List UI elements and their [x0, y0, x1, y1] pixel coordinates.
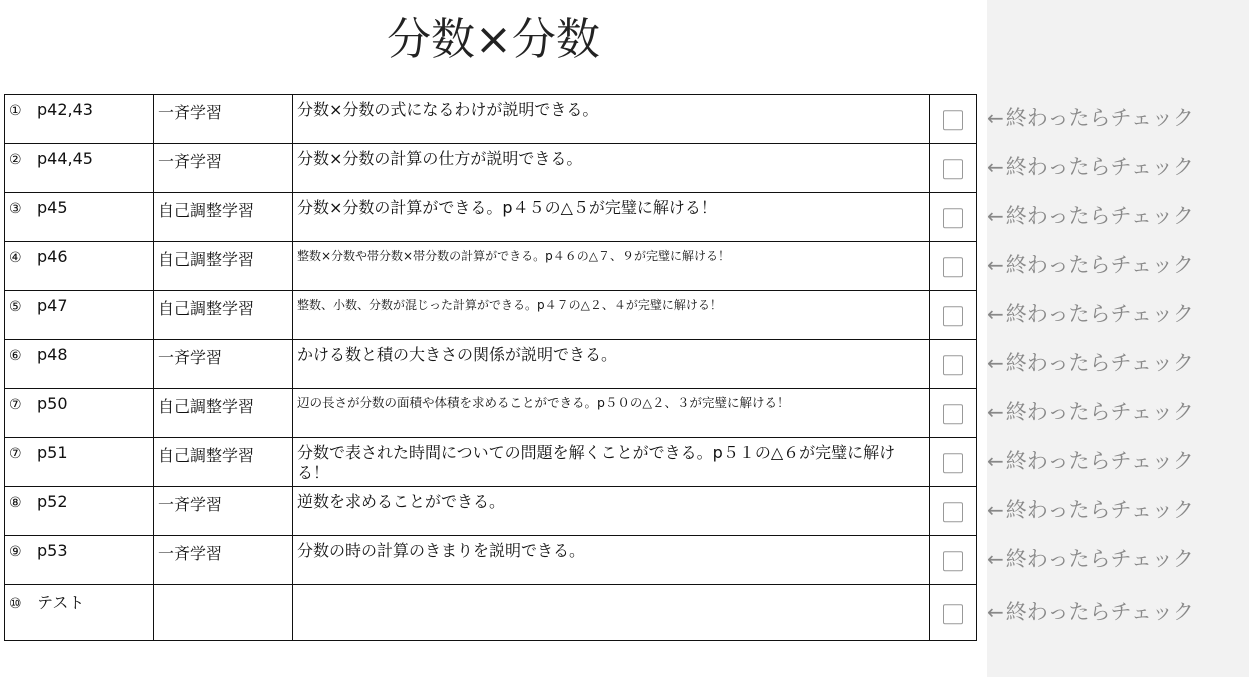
checkbox-cell: [930, 389, 977, 438]
study-mode-cell: 自己調整学習: [154, 389, 293, 438]
lesson-number-cell: [5, 144, 154, 193]
check-hint-text: 終わったらチェック: [1005, 400, 1194, 424]
table-row: [5, 144, 977, 193]
check-hint: [987, 241, 1249, 290]
study-mode-cell: 一斉学習: [154, 340, 293, 389]
goal-cell: 分数×分数の計算ができる。p４５の△５が完璧に解ける！: [293, 193, 930, 242]
lesson-page: p44,45: [37, 149, 93, 168]
lesson-number-cell: [5, 193, 154, 242]
checkbox-cell: [930, 340, 977, 389]
lesson-mark: ④: [9, 250, 22, 266]
checkbox-cell: [930, 144, 977, 193]
checkbox-cell: [930, 95, 977, 144]
check-hint-text: 終わったらチェック: [1005, 547, 1194, 571]
check-hint-text: 終わったらチェック: [1005, 498, 1194, 522]
check-hint-text: 終わったらチェック: [1005, 449, 1194, 473]
lesson-page: p50: [37, 394, 68, 413]
lesson-number-cell: [5, 585, 154, 641]
checkbox-cell: [930, 585, 977, 641]
check-hint-text: 終わったらチェック: [1005, 253, 1194, 277]
lesson-number-cell: [5, 340, 154, 389]
checkbox-cell: [930, 536, 977, 585]
goal-cell: 分数で表された時間についての問題を解くことができる。p５１の△６が完璧に解ける！: [293, 438, 930, 487]
done-checkbox[interactable]: [943, 502, 963, 522]
goal-cell: 整数、小数、分数が混じった計算ができる。p４７の△２、４が完璧に解ける！: [293, 291, 930, 340]
study-mode-cell: 一斉学習: [154, 95, 293, 144]
check-hint: [987, 486, 1249, 535]
lesson-page: p46: [37, 247, 68, 266]
learning-plan-table: [4, 94, 977, 641]
left-arrow-icon: ←: [987, 351, 1004, 375]
lesson-mark: ⑥: [9, 348, 22, 364]
left-arrow-icon: ←: [987, 302, 1004, 326]
checkbox-cell: [930, 193, 977, 242]
table-row: [5, 242, 977, 291]
lesson-number-cell: [5, 95, 154, 144]
done-checkbox[interactable]: [943, 257, 963, 277]
lesson-mark: ⑦: [9, 446, 22, 462]
check-hint: [987, 290, 1249, 339]
lesson-mark: ⑦: [9, 397, 22, 413]
left-arrow-icon: ←: [987, 599, 1004, 624]
check-hints: [987, 94, 1249, 640]
study-mode-cell: 自己調整学習: [154, 193, 293, 242]
lesson-page: p53: [37, 541, 68, 560]
lesson-number-cell: [5, 291, 154, 340]
lesson-page: p42,43: [37, 100, 93, 119]
lesson-mark: ③: [9, 201, 22, 217]
done-checkbox[interactable]: [943, 306, 963, 326]
done-checkbox[interactable]: [943, 110, 963, 130]
table-row: [5, 389, 977, 438]
lesson-page: p45: [37, 198, 68, 217]
check-hint-text: 終わったらチェック: [1005, 106, 1194, 130]
left-arrow-icon: ←: [987, 253, 1004, 277]
left-arrow-icon: ←: [987, 498, 1004, 522]
lesson-mark: ⑤: [9, 299, 22, 315]
lesson-page: p51: [37, 443, 68, 462]
check-hint-text: 終わったらチェック: [1005, 204, 1194, 228]
table-row: [5, 536, 977, 585]
study-mode-cell: 自己調整学習: [154, 291, 293, 340]
done-checkbox[interactable]: [943, 404, 963, 424]
check-hint: [987, 143, 1249, 192]
table-row: [5, 193, 977, 242]
left-arrow-icon: ←: [987, 400, 1004, 424]
check-hint-text: 終わったらチェック: [1005, 599, 1194, 624]
done-checkbox[interactable]: [943, 604, 963, 624]
study-mode-cell: [154, 585, 293, 641]
goal-cell: [293, 585, 930, 641]
study-mode-cell: 自己調整学習: [154, 438, 293, 487]
checkbox-cell: [930, 291, 977, 340]
checkbox-cell: [930, 242, 977, 291]
study-mode-cell: 一斉学習: [154, 536, 293, 585]
done-checkbox[interactable]: [943, 159, 963, 179]
lesson-page: p52: [37, 492, 68, 511]
check-hint: [987, 94, 1249, 143]
goal-cell: 分数×分数の計算の仕方が説明できる。: [293, 144, 930, 193]
goal-cell: 分数の時の計算のきまりを説明できる。: [293, 536, 930, 585]
checkbox-cell: [930, 438, 977, 487]
left-arrow-icon: ←: [987, 106, 1004, 130]
done-checkbox[interactable]: [943, 208, 963, 228]
lesson-number-cell: [5, 487, 154, 536]
left-arrow-icon: ←: [987, 449, 1004, 473]
lesson-page: p48: [37, 345, 68, 364]
checkbox-cell: [930, 487, 977, 536]
left-arrow-icon: ←: [987, 204, 1004, 228]
goal-cell: かける数と積の大きさの関係が説明できる。: [293, 340, 930, 389]
lesson-mark: ⑧: [9, 495, 22, 511]
check-hint: [987, 437, 1249, 486]
done-checkbox[interactable]: [943, 453, 963, 473]
check-hint: [987, 388, 1249, 437]
check-hint: [987, 535, 1249, 584]
study-mode-cell: 自己調整学習: [154, 242, 293, 291]
lesson-mark: ②: [9, 152, 22, 168]
goal-cell: 分数×分数の式になるわけが説明できる。: [293, 95, 930, 144]
table-row: [5, 291, 977, 340]
left-arrow-icon: ←: [987, 547, 1004, 571]
lesson-mark: ①: [9, 103, 22, 119]
check-hint: [987, 584, 1249, 640]
lesson-number-cell: [5, 536, 154, 585]
lesson-page: テスト: [37, 593, 85, 612]
table-row: [5, 438, 977, 487]
check-hint-text: 終わったらチェック: [1005, 155, 1194, 179]
lesson-number-cell: [5, 242, 154, 291]
table-row: [5, 95, 977, 144]
table-row: [5, 340, 977, 389]
table-row: [5, 585, 977, 641]
goal-cell: 逆数を求めることができる。: [293, 487, 930, 536]
lesson-page: p47: [37, 296, 68, 315]
check-hint: [987, 192, 1249, 241]
goal-cell: 整数×分数や帯分数×帯分数の計算ができる。p４６の△７、９が完璧に解ける！: [293, 242, 930, 291]
lesson-mark: ⑨: [9, 544, 22, 560]
done-checkbox[interactable]: [943, 551, 963, 571]
study-mode-cell: 一斉学習: [154, 487, 293, 536]
done-checkbox[interactable]: [943, 355, 963, 375]
lesson-mark: ⑩: [9, 596, 22, 612]
lesson-number-cell: [5, 389, 154, 438]
study-mode-cell: 一斉学習: [154, 144, 293, 193]
left-arrow-icon: ←: [987, 155, 1004, 179]
check-hint: [987, 339, 1249, 388]
check-hint-text: 終わったらチェック: [1005, 351, 1194, 375]
check-hint-text: 終わったらチェック: [1005, 302, 1194, 326]
table-row: [5, 487, 977, 536]
page-title: 分数×分数: [387, 14, 600, 65]
lesson-number-cell: [5, 438, 154, 487]
goal-cell: 辺の長さが分数の面積や体積を求めることができる。p５０の△２、３が完璧に解ける！: [293, 389, 930, 438]
